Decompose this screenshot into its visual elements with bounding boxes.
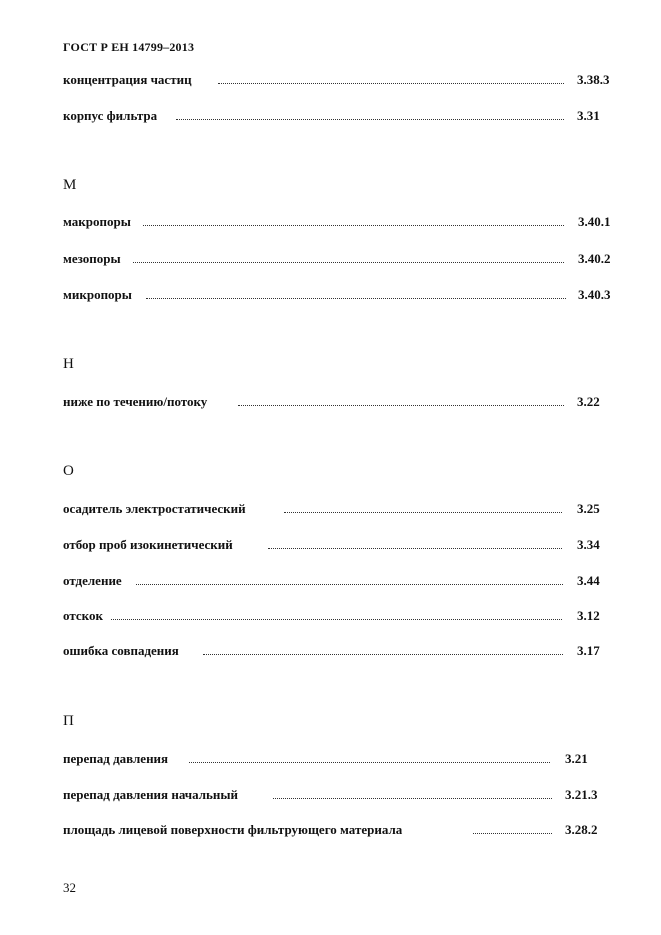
dot-leader	[143, 214, 564, 226]
dot-leader	[146, 287, 566, 299]
index-term: концентрация частиц	[63, 72, 192, 87]
dot-leader	[189, 751, 550, 763]
index-entry	[63, 822, 608, 838]
index-entry	[63, 251, 619, 267]
dot-leader	[133, 251, 564, 263]
index-entry	[63, 751, 608, 767]
dot-leader	[218, 72, 564, 84]
index-term: ошибка совпадения	[63, 643, 179, 658]
index-ref: 3.12	[577, 608, 600, 623]
dot-leader	[273, 787, 552, 799]
index-entry	[63, 643, 608, 659]
index-entry	[63, 501, 608, 517]
dot-leader	[284, 501, 562, 513]
index-ref: 3.40.3	[578, 287, 611, 302]
index-ref: 3.28.2	[565, 822, 598, 837]
index-term: перепад давления	[63, 751, 169, 766]
index-ref: 3.21	[565, 751, 588, 766]
index-ref: 3.22	[577, 394, 600, 409]
index-term: перепад давления начальный	[63, 787, 239, 802]
dot-leader	[111, 608, 562, 620]
index-entry	[63, 394, 608, 410]
index-ref: 3.17	[577, 643, 600, 658]
dot-leader	[473, 822, 552, 834]
index-entry	[63, 608, 608, 624]
index-term: мезопоры	[63, 251, 121, 266]
index-ref: 3.34	[577, 537, 600, 552]
index-term: микропоры	[63, 287, 132, 302]
index-ref: 3.31	[577, 108, 600, 123]
index-entry	[63, 573, 608, 589]
dot-leader	[136, 573, 563, 585]
running-header: ГОСТ Р ЕН 14799–2013	[63, 40, 195, 54]
section-letter: Н	[63, 356, 74, 372]
section-letter: П	[63, 713, 74, 729]
index-ref: 3.40.2	[578, 251, 611, 266]
index-ref: 3.25	[577, 501, 600, 516]
index-entry	[63, 214, 619, 230]
section-letter: М	[63, 177, 77, 193]
index-entry	[63, 108, 618, 124]
dot-leader	[268, 537, 562, 549]
index-term: отскок	[63, 608, 103, 623]
index-entry	[63, 287, 619, 303]
page-number: 32	[63, 880, 76, 895]
index-entry	[63, 787, 608, 803]
dot-leader	[203, 643, 563, 655]
index-term: отбор проб изокинетический	[63, 537, 233, 552]
index-term: макропоры	[63, 214, 131, 229]
index-term: ниже по течению/потоку	[63, 394, 208, 409]
dot-leader	[238, 394, 564, 406]
index-term: площадь лицевой поверхности фильтрующего материала	[63, 822, 403, 837]
index-ref: 3.38.3	[577, 72, 610, 87]
index-term: корпус фильтра	[63, 108, 158, 123]
index-ref: 3.44	[577, 573, 600, 588]
index-term: осадитель электростатический	[63, 501, 246, 516]
index-ref: 3.40.1	[578, 214, 611, 229]
index-term: отделение	[63, 573, 122, 588]
index-entry	[63, 72, 618, 88]
dot-leader	[176, 108, 564, 120]
index-entry	[63, 537, 608, 553]
index-ref: 3.21.3	[565, 787, 598, 802]
section-letter: О	[63, 463, 74, 479]
